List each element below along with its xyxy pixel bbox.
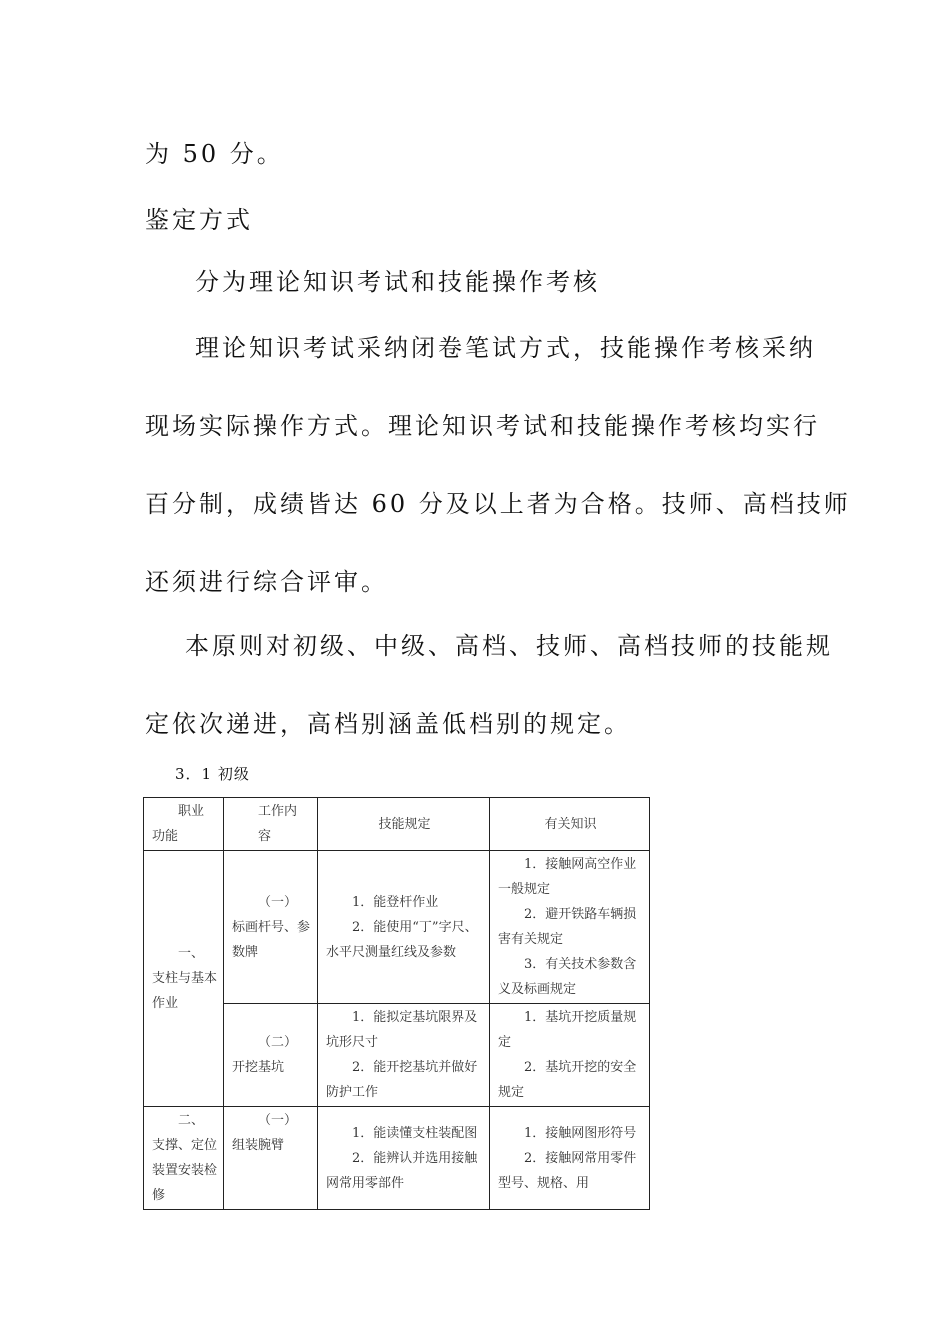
knowledge-cell <box>490 1107 650 1210</box>
paragraph-line: 百分制，成绩皆达 60 分及以上者为合格。技师、高档技师 <box>145 490 851 518</box>
paragraph-line: 理论知识考试采纳闭卷笔试方式，技能操作考核采纳 <box>195 334 816 362</box>
work-content-cell <box>224 1004 318 1107</box>
section-heading: 鉴定方式 <box>145 206 253 234</box>
header-content-cell <box>224 798 318 851</box>
function-cell <box>144 1107 224 1210</box>
work-content-cell <box>224 1107 318 1210</box>
paragraph-line: 为 50 分。 <box>145 140 284 168</box>
header-content-line2: 容 <box>258 829 272 844</box>
work-content-text: 标画杆号、参数牌 <box>232 919 311 960</box>
knowledge-item: 2．接触网常用零件型号、规格、用 <box>498 1150 637 1191</box>
work-content-number: （一） <box>258 1113 298 1128</box>
paragraph-line: 现场实际操作方式。理论知识考试和技能操作考核均实行 <box>145 412 820 440</box>
work-content-text: 组装腕臂 <box>232 1138 285 1153</box>
function-text: 支撑、定位装置安装检修 <box>152 1138 218 1203</box>
header-content-line1: 工作内 <box>258 804 298 819</box>
knowledge-item: 1．基坑开挖质量规定 <box>498 1010 637 1050</box>
skill-item: 2．能辨认并选用接触网常用零部件 <box>326 1150 478 1191</box>
paragraph-line: 分为理论知识考试和技能操作考核 <box>195 268 600 296</box>
skill-item: 1．能登杆作业 <box>352 894 439 910</box>
skill-item: 1．能拟定基坑限界及坑形尺寸 <box>326 1010 478 1050</box>
knowledge-item: 3．有关技术参数含义及标画规定 <box>498 957 637 997</box>
skill-cell <box>318 1107 490 1210</box>
skill-standard-table <box>143 797 650 1210</box>
work-content-text: 开挖基坑 <box>232 1060 285 1075</box>
skill-item: 2．能开挖基坑并做好防护工作 <box>326 1060 478 1100</box>
skill-item: 2．能使用“丁”字尺、水平尺测量红线及参数 <box>326 919 478 960</box>
knowledge-item: 1．接触网高空作业一般规定 <box>498 857 637 897</box>
function-text: 支柱与基本作业 <box>152 971 218 1011</box>
knowledge-item: 1．接触网图形符号 <box>524 1125 637 1141</box>
header-function-line1: 职业 <box>178 804 205 819</box>
header-knowledge-cell: 有关知识 <box>490 798 650 851</box>
paragraph-line: 本原则对初级、中级、高档、技师、高档技师的技能规 <box>185 632 833 660</box>
work-content-number: （二） <box>258 1035 298 1050</box>
knowledge-item: 2．避开铁路车辆损害有关规定 <box>498 907 637 947</box>
paragraph-line: 还须进行综合评审。 <box>145 568 388 596</box>
work-content-cell <box>224 851 318 1004</box>
function-cell <box>144 851 224 1107</box>
table-header-row <box>144 798 650 851</box>
paragraph-line: 定依次递进，高档别涵盖低档别的规定。 <box>145 710 631 738</box>
skill-item: 1．能读懂支柱装配图 <box>352 1125 478 1141</box>
table-row <box>144 1107 650 1210</box>
header-function-cell <box>144 798 224 851</box>
function-number: 一、 <box>178 946 205 961</box>
work-content-number: （一） <box>258 894 298 910</box>
header-function-line2: 功能 <box>152 829 179 844</box>
knowledge-cell <box>490 851 650 1004</box>
knowledge-item: 2．基坑开挖的安全规定 <box>498 1060 637 1100</box>
skill-cell <box>318 1004 490 1107</box>
header-skill-cell: 技能规定 <box>318 798 490 851</box>
subsection-title: 3．1 初级 <box>175 765 250 783</box>
skill-cell <box>318 851 490 1004</box>
function-number: 二、 <box>178 1113 205 1128</box>
knowledge-cell <box>490 1004 650 1107</box>
table-row <box>144 851 650 1004</box>
